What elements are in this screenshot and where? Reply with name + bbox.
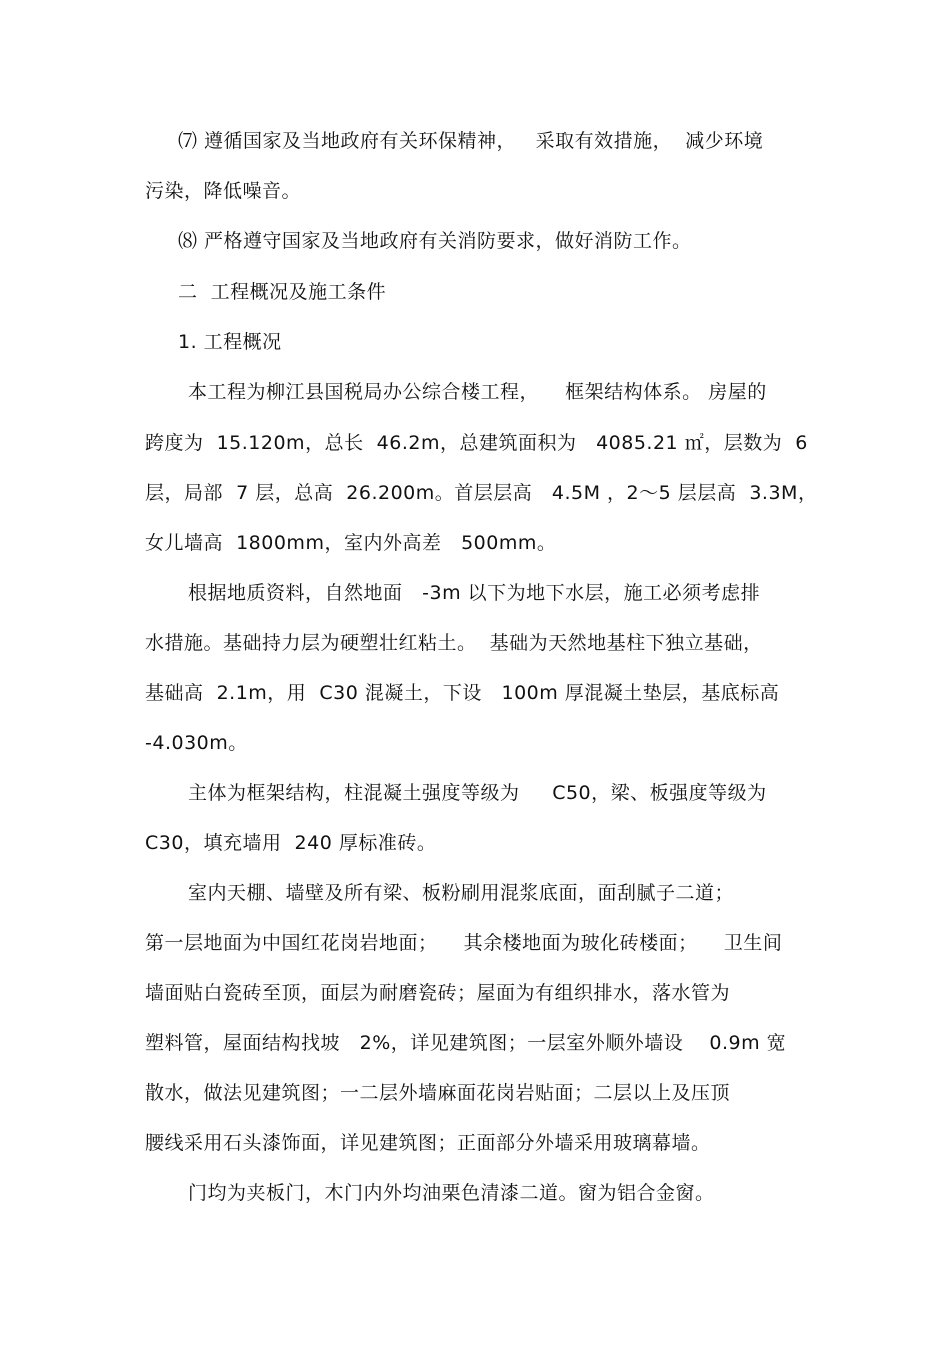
text-line: 腰线采用石头漆饰面，详见建筑图；正面部分外墙采用玻璃幕墙。	[145, 1132, 711, 1154]
section-heading: 二 工程概况及施工条件	[178, 281, 387, 303]
text-line: 墙面贴白瓷砖至顶，面层为耐磨瓷砖；屋面为有组织排水，落水管为	[145, 982, 731, 1004]
text-line: 散水，做法见建筑图；一二层外墙麻面花岗岩贴面；二层以上及压顶	[145, 1082, 731, 1104]
paragraph-7: ⑺ 遵循国家及当地政府有关环保精神， 采取有效措施， 减少环境	[178, 130, 764, 152]
text-line: 跨度为 15.120m，总长 46.2m，总建筑面积为 4085.21 ㎡，层数为 6	[145, 432, 808, 454]
text-line: 门均为夹板门，木门内外均油栗色清漆二道。窗为铝合金窗。	[188, 1182, 715, 1204]
text-line: 水措施。基础持力层为硬塑壮红粘土。 基础为天然地基柱下独立基础，	[145, 632, 763, 654]
text-line: 塑料管，屋面结构找坡 2%，详见建筑图；一层室外顺外墙设 0.9m 宽	[145, 1032, 787, 1054]
text-line: 第一层地面为中国红花岗岩地面； 其余楼地面为玻化砖楼面； 卫生间	[145, 932, 783, 954]
text-line: 主体为框架结构，柱混凝土强度等级为 C50，梁、板强度等级为	[188, 782, 767, 804]
text-line: C30，填充墙用 240 厚标准砖。	[145, 832, 437, 854]
subsection-heading: 1. 工程概况	[178, 331, 282, 353]
text-line: 基础高 2.1m，用 C30 混凝土，下设 100m 厚混凝土垫层，基底标高	[145, 682, 780, 704]
text-line: -4.030m。	[145, 732, 248, 754]
paragraph-7-cont: 污染，降低噪音。	[145, 180, 302, 202]
text-line: 室内天棚、墙壁及所有梁、板粉刷用混浆底面，面刮腻子二道；	[188, 882, 735, 904]
text-line: 本工程为柳江县国税局办公综合楼工程， 框架结构体系。 房屋的	[188, 381, 767, 403]
text-line: 层，局部 7 层，总高 26.200m。首层层高 4.5M ，2～5 层层高 3.3M，	[145, 482, 818, 504]
text-line: 根据地质资料，自然地面 -3m 以下为地下水层，施工必须考虑排	[188, 582, 761, 604]
paragraph-8: ⑻ 严格遵守国家及当地政府有关消防要求，做好消防工作。	[178, 230, 692, 252]
text-line: 女儿墙高 1800mm，室内外高差 500mm。	[145, 532, 557, 554]
